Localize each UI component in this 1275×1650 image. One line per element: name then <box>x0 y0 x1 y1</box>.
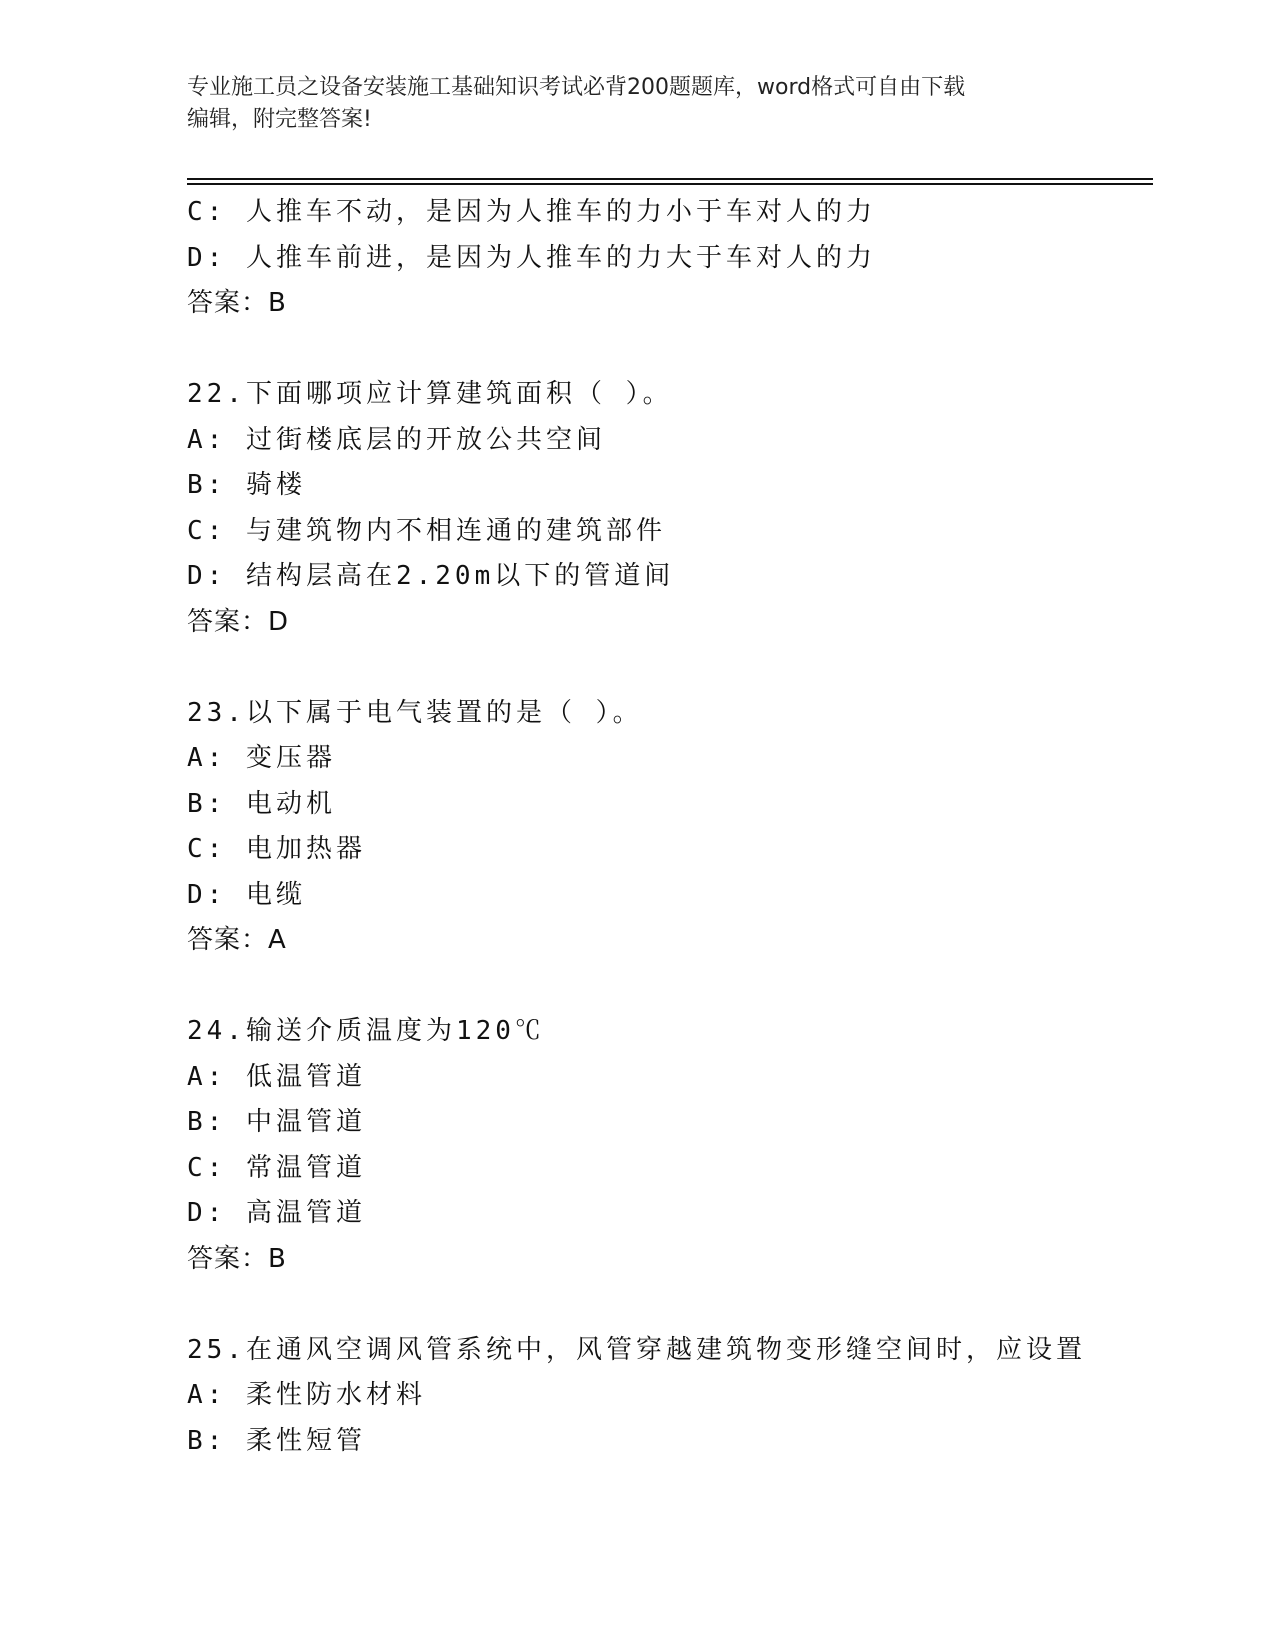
q25-question: 25.在通风空调风管系统中，风管穿越建筑物变形缝空间时，应设置 <box>187 1334 1086 1365</box>
q22-question: 22.下面哪项应计算建筑面积（ ）。 <box>187 379 673 409</box>
q24-option-d: D: 高温管道 <box>187 1198 366 1228</box>
q22-option-c: C: 与建筑物内不相连通的建筑部件 <box>187 515 666 546</box>
q23-option-d: D: 电缆 <box>187 879 306 910</box>
spacer <box>187 645 1153 691</box>
header-divider-bottom <box>187 183 1153 185</box>
q25-option-b: B: 柔性短管 <box>187 1425 366 1456</box>
q21-answer: 答案：B <box>187 288 287 318</box>
q24-option-c: C: 常温管道 <box>187 1152 366 1183</box>
q21-option-c: C: 人推车不动，是因为人推车的力小于车对人的力 <box>187 197 876 227</box>
question-block-23 <box>187 691 1153 964</box>
header-title-line-2: 编辑，附完整答案! <box>187 107 372 132</box>
q25-option-a: A: 柔性防水材料 <box>187 1380 426 1410</box>
q23-answer: 答案：A <box>187 925 287 955</box>
header-title-line-1: 专业施工员之设备安装施工基础知识考试必背200题题库，word格式可自由下载 <box>187 75 966 100</box>
question-block-24 <box>187 1009 1153 1282</box>
q23-question: 23.以下属于电气装置的是（ ）。 <box>187 697 643 728</box>
q22-answer: 答案：D <box>187 606 290 637</box>
question-list <box>187 190 1153 1464</box>
q22-option-d: D: 结构层高在2.20m以下的管道间 <box>187 561 675 591</box>
header-divider-top <box>187 178 1153 180</box>
question-block-25 <box>187 1328 1153 1465</box>
question-block-22 <box>187 372 1153 645</box>
spacer <box>187 1282 1153 1328</box>
q23-option-b: B: 电动机 <box>187 788 336 819</box>
q24-option-b: B: 中温管道 <box>187 1107 366 1137</box>
q22-option-a: A: 过街楼底层的开放公共空间 <box>187 424 606 455</box>
question-block-21 <box>187 190 1153 327</box>
q24-question: 24.输送介质温度为120℃ <box>187 1016 545 1046</box>
q22-option-b: B: 骑楼 <box>187 470 306 500</box>
q24-option-a: A: 低温管道 <box>187 1061 366 1092</box>
spacer <box>187 327 1153 373</box>
q24-answer: 答案：B <box>187 1243 287 1274</box>
q21-option-d: D: 人推车前进，是因为人推车的力大于车对人的力 <box>187 242 876 273</box>
document-header <box>187 72 1067 136</box>
spacer <box>187 964 1153 1010</box>
q23-option-c: C: 电加热器 <box>187 834 366 864</box>
q23-option-a: A: 变压器 <box>187 743 336 773</box>
